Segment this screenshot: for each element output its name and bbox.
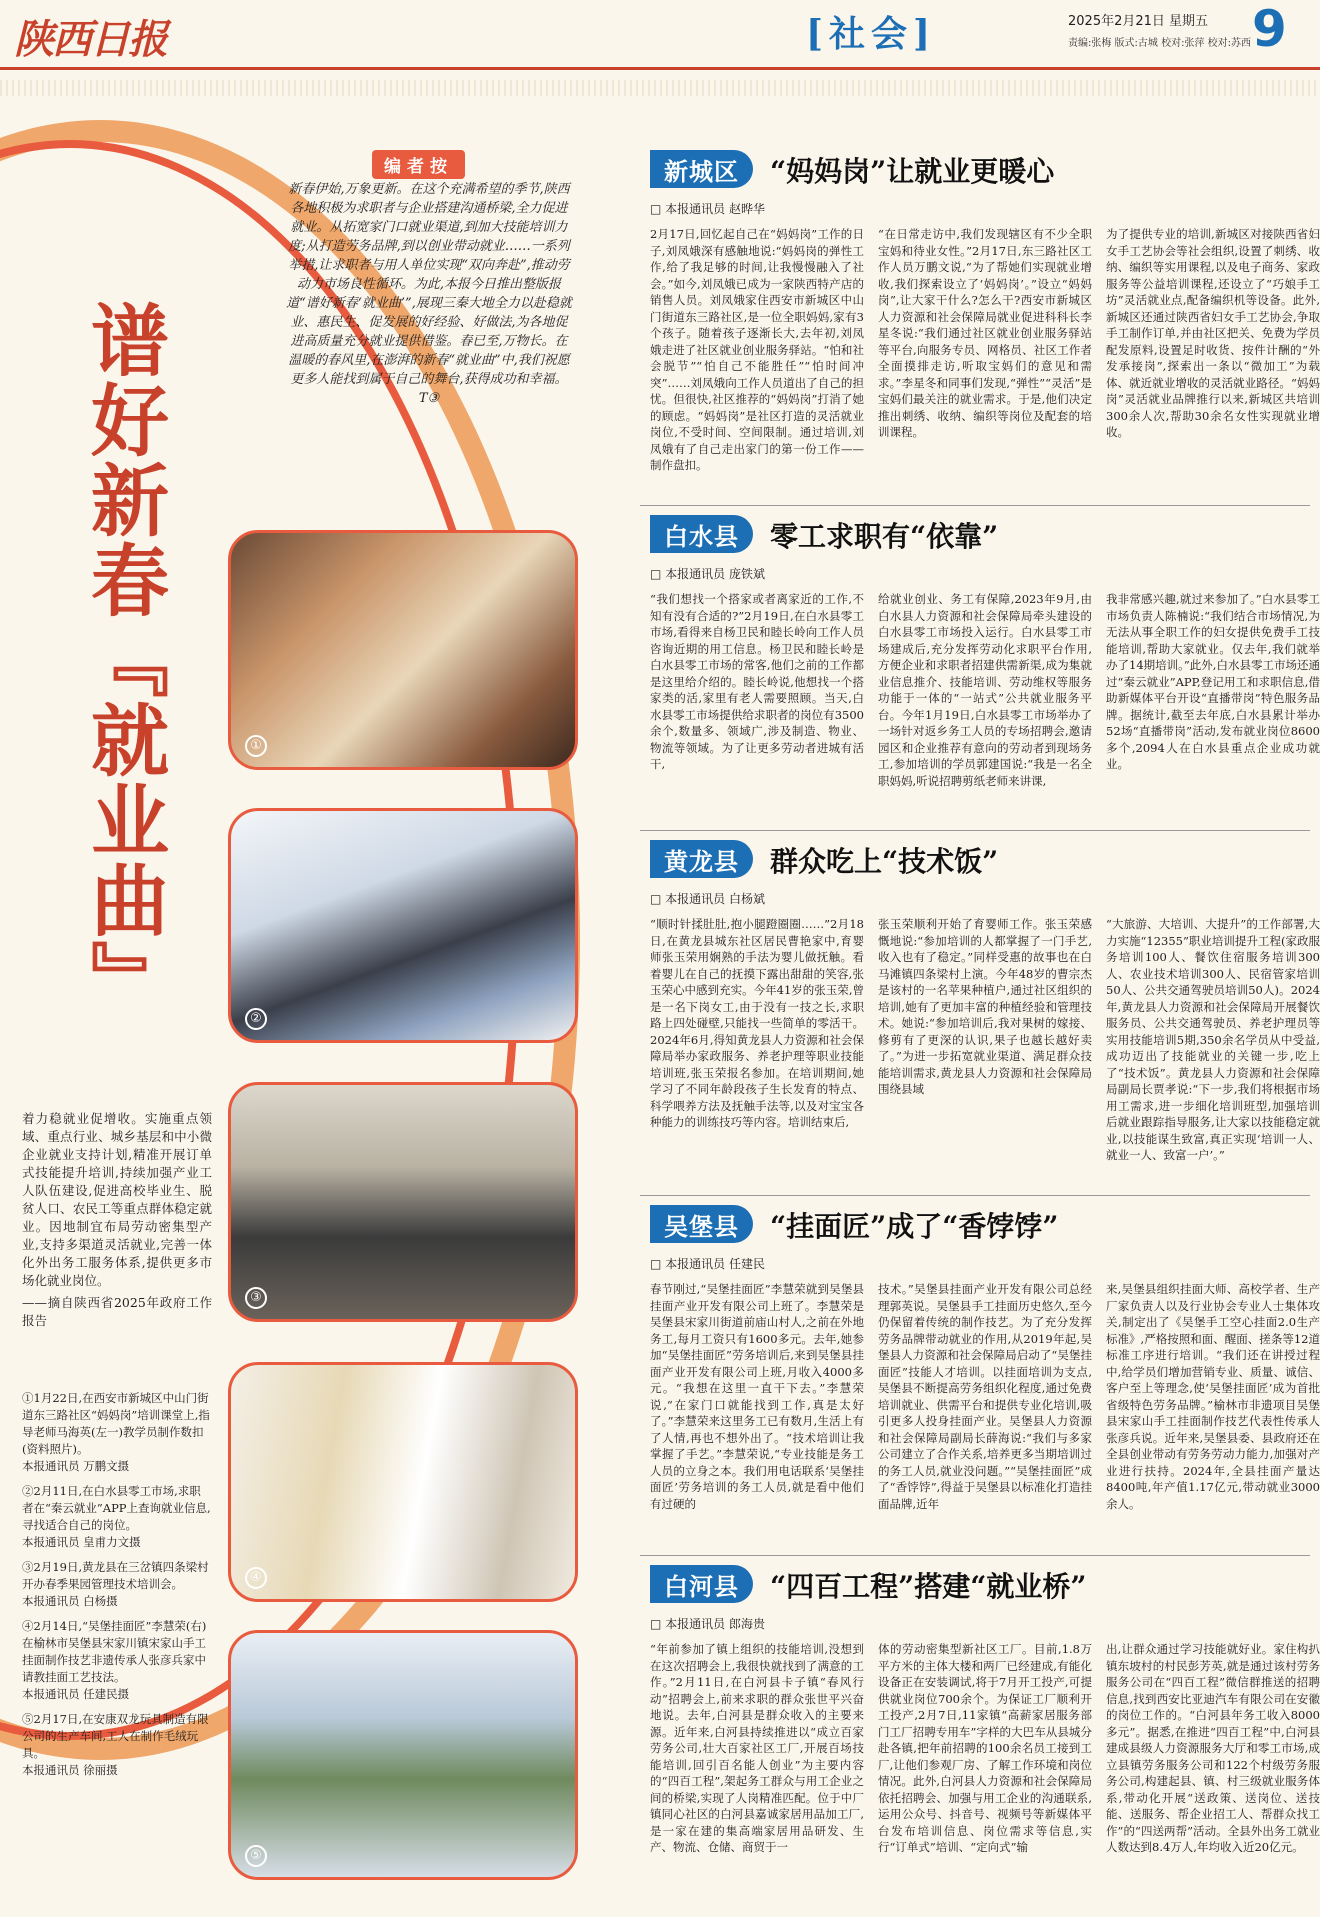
photo-number: ④ [245,1567,267,1589]
story-baihe [650,1565,1320,1915]
story-column: “大旅游、大培训、大提升”的工作部署,大力实施“12355”职业培训提升工程(家政服务培训100人、餐饮住宿服务培训300人、农业技术培训300人、民宿管家培训50人、公共交通驾驶员培训50人)。2024年,黄龙县人力资源和社会保障局开展餐饮服务员、公共交通驾驶员、养老护理员等实用技能培训5期,350余名学员从中受益,成功迈出了技能就业的关键一步,吃上了“技术饭”。黄龙县人力资源和社会保障局副局长贾孝说:“下一步,我们将根据市场用工需求,进一步细化培训班型,加强培训后就业跟踪指导服务,让大家以技能稳定就业,以技能谋生致富,真正实现‘培训一人、就业一人、致富一户’。” [1106,917,1320,1162]
section-tag: [社会] [806,13,937,55]
editor-note-body: 新春伊始,万象更新。在这个充满希望的季节,陕西各地积极为求职者与企业搭建沟通桥梁,全力促进就业。从拓宽家门口就业渠道,到加大技能培训力度;从打造劳务品牌,到以创业带动就业……一系列举措,让求职者与用人单位实现“双向奔赴”,推动劳动力市场良性循环。为此,本报今日推出整版报道“谱好新春‘就业曲’”,展现三秦大地全力以赴稳就业、惠民生、促发展的好经验、好做法,为各地促进高质量充分就业提供借鉴。春已至,万物长。在温暖的春风里,在澎湃的新春“就业曲”中,我们祝愿更多人能找到属于自己的舞台,获得成功和幸福。 T③ [286,182,572,406]
region-badge: 黄龙县 [650,840,753,878]
story-column: “在日常走访中,我们发现辖区有不少全职宝妈和待业女性。”2月17日,东三路社区工作人员万鹏文说,“为了帮她们实现就业增收,我们探索设立了‘妈妈岗’。”设立“妈妈岗”,让大家干什么?怎么干?西安市新城区人力资源和社会保障局就业促进科科长李星冬说:“我们通过社区就业创业服务驿站等平台,向服务专员、网格员、社区工作者全面摸排走访,听取宝妈们的意见和需求。”李星冬和同事们发现,“弹性”“灵活”是宝妈们最关注的就业需求。于是,他们决定推出刺绣、收纳、编织等岗位及配套的培训课程。 [878,227,1092,439]
story-column: 春节刚过,“吴堡挂面匠”李慧荣就到吴堡县挂面产业开发有限公司上班了。李慧荣是吴堡县宋家川街道前庙山村人,之前在外地务工,每月工资只有1600多元。去年,她参加“吴堡挂面匠”劳务培训后,来到吴堡县挂面产业开发有限公司上班,月收入4000多元。“我想在这里一直干下去。”李慧荣说,“在家门口就能找到工作,真是太好了。”李慧荣来这里务工已有数月,生活上有了人情,再也不想外出了。“技术培训让我掌握了手艺。”李慧荣说,“专业技能是务工人员的立身之本。我们用电话联系‘吴堡挂面匠’劳务培训的务工人员,就是看中他们有过硬的 [650,1282,864,1511]
photo-captions [22,1390,212,1787]
story-headline: 零工求职有“依靠” [770,520,999,553]
feature-title: 谱好新春『就业曲』 [78,300,169,1020]
photo-number: ① [245,735,267,757]
quote-source: ——摘自陕西省2025年政府工作报告 [22,1295,212,1328]
divider [640,1195,1310,1196]
story-column: “我们想找一个搭家或者离家近的工作,不知有没有合适的?”2月19日,在白水县零工市场,看得来自杨卫民和睦长岭向工作人员咨询近期的用工信息。杨卫民和睦长岭是白水县零工市场的常客,他们之前的工作都是这里给介绍的。睦长岭说,他想找一个搭家类的活,家里有老人需要照顾。当天,白水县零工市场提供给求职者的岗位有3500余个,数量多、领域广,涉及制造、物业、物流等领域。为了让更多劳动者进城有活干, [650,592,864,771]
photo-number: ③ [245,1287,267,1309]
editor-note [284,150,574,470]
story-column: “顺时针揉肚肚,抱小腿蹬圈圈……”2月18日,在黄龙县城东社区居民曹艳家中,育婴师张玉荣用娴熟的手法为婴儿做抚触。看着婴儿在自己的抚摸下露出甜甜的笑容,张玉荣心中感到充实。今年41岁的张玉荣,曾是一名下岗女工,由于没有一技之长,求职路上四处碰壁,只能找一些简单的零活干。2024年6月,得知黄龙县人力资源和社会保障局举办家政服务、养老护理等职业技能培训班,张玉荣报名参加。在培训期间,她学习了不同年龄段孩子生长发育的特点、科学喂养方法及抚触手法等,以及对宝宝各种能力的训练技巧等内容。培训结束后, [650,917,864,1129]
story-byline: □ 本报通讯员 赵晔华 [650,202,765,216]
masthead [0,0,1320,70]
story-column: 2月17日,回忆起自己在“妈妈岗”工作的日子,刘凤娥深有感触地说:“妈妈岗的弹性工作,给了我足够的时间,让我慢慢融入了社会。”如今,刘凤娥已成为一家陕西特产店的销售人员。刘凤娥家住西安市新城区中山门街道东三路社区,是一位全职妈妈,家有3个孩子。随着孩子逐渐长大,去年初,刘凤娥走进了社区就业创业服务驿站。“怕和社会脱节”“怕自己不能胜任”“怕时间冲突”……刘凤娥向工作人员道出了自己的担忧。但很快,社区推荐的“妈妈岗”打消了她的顾虑。“妈妈岗”是社区打造的灵活就业岗位,不受时间、空间限制。通过培训,刘凤娥有了自己走出家门的第一份工作——制作盘扣。 [650,227,864,472]
region-badge: 白水县 [650,515,753,553]
story-column: 体的劳动密集型新社区工厂。目前,1.8万平方米的主体大楼和两厂已经建成,有能化设备正在安装调试,将于7月开工投产,可提供就业岗位700余个。为保证工厂顺利开工投产,2月7日,11家镇“高薪家居服务部门工厂招聘专用车”字样的大巴车从县城分赴各镇,把年前招聘的100余名员工接到工厂,让他们参观厂房、了解工作环境和岗位情况。此外,白河县人力资源和社会保障局依托招聘会、加强与用工企业的沟通联系,运用公众号、抖音号、视频号等新媒体平台发布培训信息、岗位需求等信息,实行“订单式”培训、“定向式”输 [878,1642,1092,1854]
region-badge: 新城区 [650,150,753,188]
story-column: 技术。”吴堡县挂面产业开发有限公司总经理郭英说。吴堡县手工挂面历史悠久,至今仍保留着传统的制作技艺。为了充分发挥劳务品牌带动就业的作用,从2019年起,吴堡县人力资源和社会保障局启动了“吴堡挂面匠”技能人才培训。以挂面培训为支点,吴堡县不断提高劳务组织化程度,通过免费培训就业、供需平台和提供专业化培训,吸引更多人投身挂面产业。吴堡县人力资源和社会保障局副局长薛海说:“我们与多家公司建立了合作关系,培养更多当期培训过的务工人员,就业没问题。”“吴堡挂面匠”成了“香饽饽”,得益于吴堡县以标准化打造挂面品牌,近年 [878,1282,1092,1511]
caption-credit: 本报通讯员 白杨摄 [22,1594,118,1608]
story-column: 张玉荣顺利开始了育婴师工作。张玉荣感慨地说:“参加培训的人都掌握了一门手艺,收入也有了稳定。”同样受惠的故事也在白马滩镇四条梁村上演。今年48岁的曹宗杰是该村的一名苹果种植户,通过社区组织的培训,她有了更加丰富的种植经验和管理技术。她说:“参加培训后,我对果树的嫁接、修剪有了更深的认识,果子也越长越好卖了。”为进一步拓宽就业渠道、满足群众技能培训需求,黄龙县人力资源和社会保障局围绕县域 [878,917,1092,1096]
caption-credit: 本报通讯员 万鹏文摄 [22,1459,130,1473]
story-byline: □ 本报通讯员 白杨斌 [650,892,765,906]
story-byline: □ 本报通讯员 任建民 [650,1257,765,1271]
story-column: 出,让群众通过学习技能就好业。家住构扒镇东坡村的村民彭芳英,就是通过该村劳务服务公司在“四百工程”微信群推送的招聘信息,找到西安比亚迪汽车有限公司在安徽的岗位工作的。“白河县年务工收入8000多元”。据悉,在推进“四百工程”中,白河县建成县级人力资源服务大厅和零工市场,成立县镇劳务服务公司和122个村级劳务服务公司,构建起县、镇、村三级就业服务体系,带动化开展“送政策、送岗位、送技能、送服务、帮企业招工人、帮群众找工作”的“四送两帮”活动。全县外出务工就业人数达到8.4万人,年均收入近20亿元。 [1106,1642,1320,1854]
newspaper-logo: 陕西日报 [14,16,166,63]
issue-date: 2025年2月21日 星期五 [1068,14,1209,29]
caption-credit: 本报通讯员 任建民摄 [22,1687,130,1701]
region-badge: 白河县 [650,1565,753,1603]
story-column: “年前参加了镇上组织的技能培训,没想到在这次招聘会上,我很快就找到了满意的工作。”2月11日,在白河县卡子镇“春风行动”招聘会上,前来求职的群众张世平兴奋地说。去年,白河县是群众收入的主要来源。近年来,白河县持续推进以“成立百家劳务公司,壮大百家社区工厂,开展百场技能培训,回引百名能人创业”为主要内容的“四百工程”,架起务工群众与用工企业之间的桥梁,实现了人岗精准匹配。位于中厂镇同心社区的白河县嘉诚家居用品加工厂,是一家在建的集高端家居用品研发、生产、物流、仓储、商贸于一 [650,1642,864,1854]
story-huanglong [650,840,1320,1200]
caption-2: ②2月11日,在白水县零工市场,求职者在“秦云就业”APP上查询就业信息,寻找适合自己的岗位。 本报通讯员 皇甫力文摄 [22,1484,211,1549]
caption-credit: 本报通讯员 皇甫力文摄 [22,1535,141,1549]
story-column: 来,吴堡县组织挂面大师、高校学者、生产厂家负责人以及行业协会专业人士集体攻关,制定出了《吴堡手工空心挂面2.0生产标准》,严格按照和面、醒面、搓条等12道标准工序进行培训。“我们还在讲授过程中,给学员们增加营销专业、质量、诚信、客户至上等理念,使‘吴堡挂面匠’成为首批省级特色劳务品牌。”榆林市非遗项目吴堡县宋家山手工挂面制作技艺代表性传承人张彦兵说。近年来,吴堡县委、县政府还在全县创业带动有劳务劳动力能力,加强对产业进行扶持。2024年,全县挂面产量达8400吨,年产值1.17亿元,带动就业3000余人。 [1106,1282,1320,1511]
quote-text: 着力稳就业促增收。实施重点领域、重点行业、城乡基层和中小微企业就业支持计划,精准开展订单式技能提升培训,持续加强产业工人队伍建设,促进高校毕业生、脱贫人口、农民工等重点群体稳定就业。因地制宜布局劳动密集型产业,支持多渠道灵活就业,完善一体化外出务工服务体系,提供更多市场化就业岗位。 [22,1111,212,1288]
divider [640,830,1310,831]
caption-4: ④2月14日,“吴堡挂面匠”李慧荣(右)在榆林市吴堡县宋家川镇宋家山手工挂面制作技艺非遗传承人张彦兵家中请教挂面工艺技法。 本报通讯员 任建民摄 [22,1619,207,1701]
editor-note-title: 编者按 [372,150,465,179]
caption-1: ①1月22日,在西安市新城区中山门街道东三路社区“妈妈岗”培训课堂上,指导老师马海英(左一)教学员制作数扣(资料照片)。 本报通讯员 万鹏文摄 [22,1391,210,1473]
story-headline: 群众吃上“技术饭” [770,845,999,878]
divider [640,505,1310,506]
photo-4 [228,1362,578,1602]
story-column: 给就业创业、务工有保障,2023年9月,由白水县人力资源和社会保障局牵头建设的白水县零工市场投入运行。白水县零工市场建成后,充分发挥劳动化求职平台作用,方便企业和求职者招建供需新渠,成为集就业信息推介、技能培训、劳动维权等服务功能于一体的“一站式”公共就业服务平台。今年1月19日,白水县零工市场举办了一场针对返乡务工人员的专场招聘会,邀请园区和企业推荐有意向的劳动者到现场务工,参加培训的学员郭建国说:“我是一名全职妈妈,听说招聘剪纸老师来讲课, [878,592,1092,788]
decorative-band [0,80,1320,96]
story-byline: □ 本报通讯员 郎海贵 [650,1617,765,1631]
photo-5 [228,1630,578,1880]
photo-number: ② [245,1008,267,1030]
caption-5: ⑤2月17日,在安康双龙玩具制造有限公司的生产车间,工人在制作毛绒玩具。 本报通讯员 徐丽摄 [22,1712,209,1777]
story-headline: “挂面匠”成了“香饽饽” [770,1210,1059,1243]
policy-quote [22,1110,212,1330]
story-headline: “四百工程”搭建“就业桥” [770,1570,1087,1603]
photo-number: ⑤ [245,1845,267,1867]
divider [640,1555,1310,1556]
photo-2 [228,808,578,1043]
story-headline: “妈妈岗”让就业更暖心 [770,155,1055,188]
story-byline: □ 本报通讯员 庞铁斌 [650,567,765,581]
editor-credits: 责编:张梅 版式:古城 校对:张萍 校对:苏西 [1068,38,1252,49]
page-number: 9 [1252,0,1287,58]
story-baishui [650,515,1320,830]
story-column: 我非常感兴趣,就过来参加了。”白水县零工市场负责人陈楠说:“我们结合市场情况,为无法从事全职工作的妇女提供免费手工技能培训,帮助大家就业。仅去年,我们就举办了14期培训。”此外,白水县零工市场还通过“秦云就业”APP,登记用工和求职信息,借助新媒体平台开设“直播带岗”特色服务品牌。据统计,截至去年底,白水县累计举办52场“直播带岗”活动,发布就业岗位8600多个,2094人在白水县重点企业成功就业。 [1106,592,1320,771]
caption-3: ③2月19日,黄龙县在三岔镇四条梁村开办春季果园管理技术培训会。 本报通讯员 白杨摄 [22,1560,209,1608]
photo-3 [228,1082,578,1322]
region-badge: 吴堡县 [650,1205,753,1243]
story-xincheng [650,150,1320,500]
photo-1 [228,530,578,770]
story-column: 为了提供专业的培训,新城区对接陕西省妇女手工艺协会等社会组织,设置了刺绣、收纳、编织等实用课程,以及电子商务、家政服务等公益培训课程,还设立了“巧娘手工坊”灵活就业点,配备编织机等设备。此外,新城区还通过陕西省妇女手工艺协会,争取手工制作订单,并由社区把关、免费为学员配发原料,设置足时收货、按件计酬的“外发承接岗”,探索出一条以“微加工”为载体、就近就业增收的灵活就业路径。“妈妈岗”灵活就业品牌推行以来,新城区共培训300余人次,帮助30余名女性实现就业增收。 [1106,227,1320,439]
story-wubao [650,1205,1320,1555]
caption-credit: 本报通讯员 徐丽摄 [22,1763,118,1777]
